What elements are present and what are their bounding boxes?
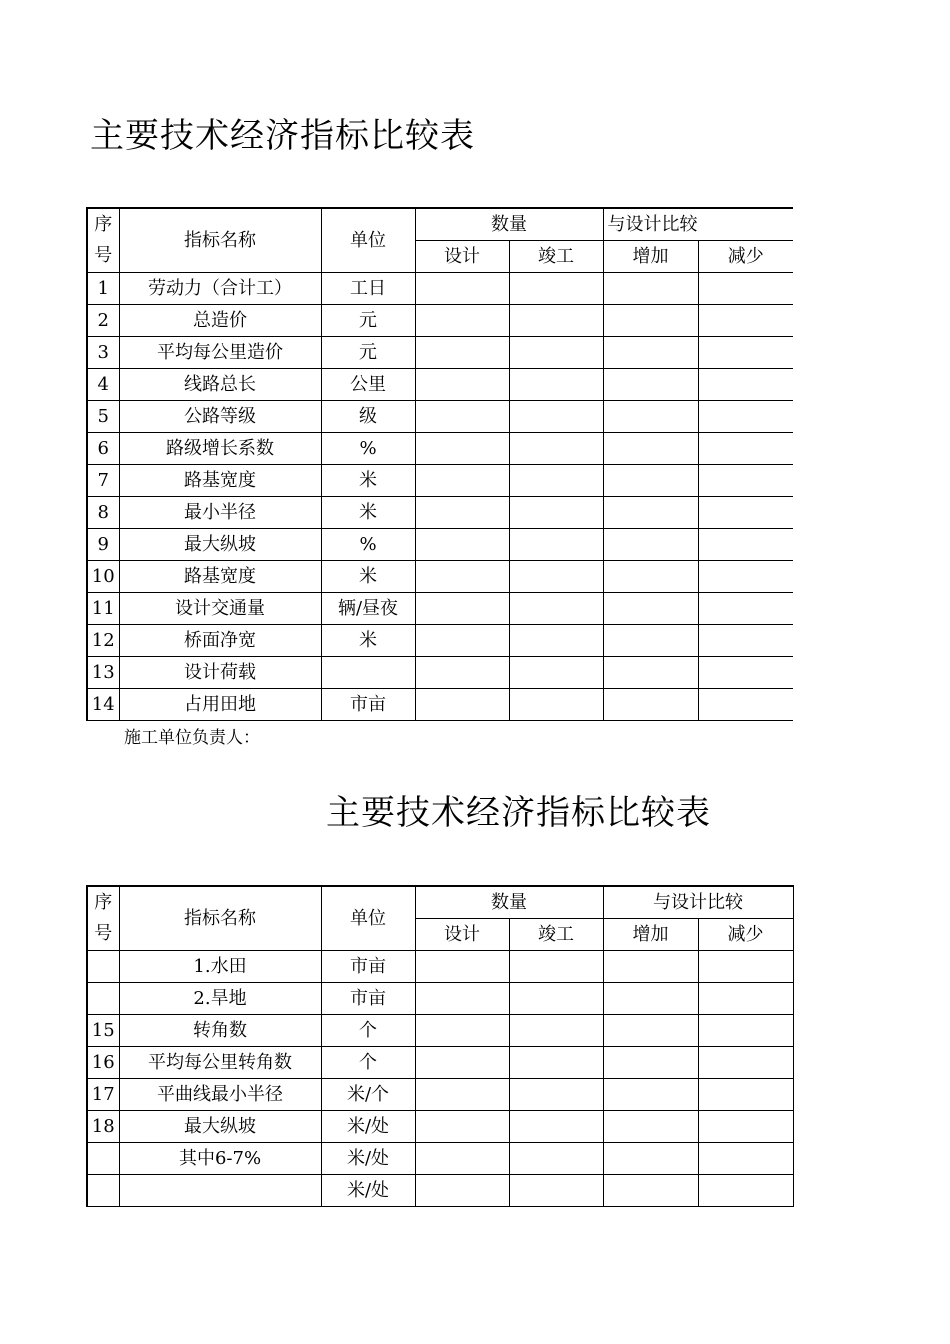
increase-value <box>603 337 698 369</box>
table-row <box>87 689 793 721</box>
decrease-value <box>698 337 793 369</box>
row-number <box>87 1175 119 1207</box>
indicator-unit: 元 <box>321 305 415 337</box>
row-number: 11 <box>87 593 119 625</box>
table-row <box>87 273 793 305</box>
design-value <box>415 305 509 337</box>
header-unit: 单位 <box>321 208 415 273</box>
increase-value <box>603 273 698 305</box>
decrease-value <box>698 689 793 721</box>
header-name: 指标名称 <box>119 208 321 273</box>
increase-value <box>603 401 698 433</box>
completed-value <box>509 689 603 721</box>
row-number: 17 <box>87 1079 119 1111</box>
indicator-unit: 个 <box>321 1015 415 1047</box>
indicator-name: 劳动力（合计工） <box>119 273 321 305</box>
design-value <box>415 561 509 593</box>
design-value <box>415 1175 509 1207</box>
increase-value <box>603 305 698 337</box>
decrease-value <box>698 1175 793 1207</box>
table-row <box>87 983 793 1015</box>
increase-value <box>603 369 698 401</box>
completed-value <box>509 401 603 433</box>
completed-value <box>509 983 603 1015</box>
design-value <box>415 433 509 465</box>
completed-value <box>509 1015 603 1047</box>
design-value <box>415 497 509 529</box>
increase-value <box>603 1143 698 1175</box>
row-number: 10 <box>87 561 119 593</box>
decrease-value <box>698 369 793 401</box>
design-value <box>415 951 509 983</box>
table-row <box>87 1015 793 1047</box>
completed-value <box>509 951 603 983</box>
decrease-value <box>698 273 793 305</box>
table-row <box>87 369 793 401</box>
table-row <box>87 529 793 561</box>
completed-value <box>509 657 603 689</box>
indicator-unit: 米 <box>321 465 415 497</box>
table-row <box>87 1047 793 1079</box>
increase-value <box>603 1047 698 1079</box>
design-value <box>415 1111 509 1143</box>
table-row <box>87 951 793 983</box>
decrease-value <box>698 951 793 983</box>
row-number: 3 <box>87 337 119 369</box>
row-number: 18 <box>87 1111 119 1143</box>
completed-value <box>509 1047 603 1079</box>
increase-value <box>603 689 698 721</box>
header-completed: 竣工 <box>509 241 603 273</box>
completed-value <box>509 1079 603 1111</box>
design-value <box>415 529 509 561</box>
indicator-name: 总造价 <box>119 305 321 337</box>
indicator-unit: 米 <box>321 561 415 593</box>
indicator-name: 1.水田 <box>119 951 321 983</box>
indicator-name: 路级增长系数 <box>119 433 321 465</box>
design-value <box>415 1015 509 1047</box>
row-number: 15 <box>87 1015 119 1047</box>
indicator-name: 路基宽度 <box>119 561 321 593</box>
increase-value <box>603 951 698 983</box>
decrease-value <box>698 305 793 337</box>
indicator-name: 2.旱地 <box>119 983 321 1015</box>
header-name: 指标名称 <box>119 886 321 951</box>
table-row <box>87 1143 793 1175</box>
indicator-name: 最大纵坡 <box>119 529 321 561</box>
completed-value <box>509 593 603 625</box>
table-row <box>87 337 793 369</box>
design-value <box>415 401 509 433</box>
indicator-name: 其中6-7% <box>119 1143 321 1175</box>
completed-value <box>509 369 603 401</box>
indicator-name: 平曲线最小半径 <box>119 1079 321 1111</box>
indicator-name: 最大纵坡 <box>119 1111 321 1143</box>
table1-title: 主要技术经济指标比较表 <box>90 116 475 156</box>
decrease-value <box>698 529 793 561</box>
row-number: 16 <box>87 1047 119 1079</box>
decrease-value <box>698 593 793 625</box>
header-seq: 序 <box>87 208 119 241</box>
header-decrease: 减少 <box>698 241 793 273</box>
indicator-name: 占用田地 <box>119 689 321 721</box>
increase-value <box>603 529 698 561</box>
indicator-unit: % <box>321 529 415 561</box>
indicator-unit: 米/处 <box>321 1175 415 1207</box>
table-row <box>87 497 793 529</box>
row-number: 9 <box>87 529 119 561</box>
table-row <box>87 305 793 337</box>
indicator-name: 平均每公里造价 <box>119 337 321 369</box>
indicator-name: 设计荷载 <box>119 657 321 689</box>
increase-value <box>603 1111 698 1143</box>
completed-value <box>509 625 603 657</box>
design-value <box>415 337 509 369</box>
row-number: 5 <box>87 401 119 433</box>
indicator-unit: 市亩 <box>321 689 415 721</box>
indicator-unit: 级 <box>321 401 415 433</box>
design-value <box>415 689 509 721</box>
increase-value <box>603 465 698 497</box>
row-number: 2 <box>87 305 119 337</box>
table2-body <box>87 951 793 1207</box>
header-seq: 序 <box>87 886 119 919</box>
header-compare: 与设计比较 <box>603 886 793 919</box>
completed-value <box>509 305 603 337</box>
indicator-unit: 市亩 <box>321 983 415 1015</box>
row-number: 8 <box>87 497 119 529</box>
indicator-name: 最小半径 <box>119 497 321 529</box>
table-row <box>87 465 793 497</box>
decrease-value <box>698 1079 793 1111</box>
decrease-value <box>698 401 793 433</box>
design-value <box>415 1143 509 1175</box>
indicator-name: 设计交通量 <box>119 593 321 625</box>
table-row <box>87 657 793 689</box>
indicator-unit <box>321 657 415 689</box>
decrease-value <box>698 657 793 689</box>
design-value <box>415 593 509 625</box>
decrease-value <box>698 983 793 1015</box>
row-number: 14 <box>87 689 119 721</box>
completed-value <box>509 497 603 529</box>
decrease-value <box>698 561 793 593</box>
completed-value <box>509 337 603 369</box>
header-compare: 与设计比较 <box>603 208 793 241</box>
completed-value <box>509 561 603 593</box>
completed-value <box>509 1111 603 1143</box>
table2-title: 主要技术经济指标比较表 <box>326 793 711 833</box>
decrease-value <box>698 1143 793 1175</box>
completed-value <box>509 273 603 305</box>
table-row <box>87 561 793 593</box>
increase-value <box>603 983 698 1015</box>
indicator-name: 桥面净宽 <box>119 625 321 657</box>
completed-value <box>509 1143 603 1175</box>
table-row <box>87 1175 793 1207</box>
decrease-value <box>698 1015 793 1047</box>
row-number <box>87 1143 119 1175</box>
increase-value <box>603 497 698 529</box>
design-value <box>415 657 509 689</box>
design-value <box>415 983 509 1015</box>
header-design: 设计 <box>415 241 509 273</box>
design-value <box>415 369 509 401</box>
table-row <box>87 593 793 625</box>
design-value <box>415 1079 509 1111</box>
table1-body <box>87 273 793 721</box>
header-unit: 单位 <box>321 886 415 951</box>
indicator-unit: 米/个 <box>321 1079 415 1111</box>
row-number: 13 <box>87 657 119 689</box>
increase-value <box>603 1175 698 1207</box>
header-quantity: 数量 <box>415 208 603 241</box>
indicator-name: 公路等级 <box>119 401 321 433</box>
completed-value <box>509 1175 603 1207</box>
table-row <box>87 1111 793 1143</box>
design-value <box>415 625 509 657</box>
indicator-name: 平均每公里转角数 <box>119 1047 321 1079</box>
header-decrease: 减少 <box>698 919 793 951</box>
increase-value <box>603 657 698 689</box>
indicator-unit: 米 <box>321 625 415 657</box>
increase-value <box>603 433 698 465</box>
indicator-unit: 个 <box>321 1047 415 1079</box>
indicator-unit: 米/处 <box>321 1111 415 1143</box>
row-number: 7 <box>87 465 119 497</box>
indicator-name <box>119 1175 321 1207</box>
indicator-unit: % <box>321 433 415 465</box>
increase-value <box>603 593 698 625</box>
decrease-value <box>698 465 793 497</box>
indicator-unit: 市亩 <box>321 951 415 983</box>
indicator-unit: 辆/昼夜 <box>321 593 415 625</box>
header-increase: 增加 <box>603 919 698 951</box>
row-number: 6 <box>87 433 119 465</box>
indicator-name: 线路总长 <box>119 369 321 401</box>
indicator-table-1 <box>86 207 793 721</box>
indicator-table-2 <box>86 885 794 1207</box>
header-completed: 竣工 <box>509 919 603 951</box>
completed-value <box>509 465 603 497</box>
decrease-value <box>698 497 793 529</box>
table-row <box>87 401 793 433</box>
header-seq-bottom: 号 <box>87 241 119 273</box>
design-value <box>415 1047 509 1079</box>
indicator-unit: 元 <box>321 337 415 369</box>
decrease-value <box>698 625 793 657</box>
decrease-value <box>698 1111 793 1143</box>
completed-value <box>509 529 603 561</box>
indicator-unit: 米 <box>321 497 415 529</box>
design-value <box>415 273 509 305</box>
indicator-name: 转角数 <box>119 1015 321 1047</box>
indicator-unit: 公里 <box>321 369 415 401</box>
row-number: 12 <box>87 625 119 657</box>
design-value <box>415 465 509 497</box>
header-increase: 增加 <box>603 241 698 273</box>
decrease-value <box>698 1047 793 1079</box>
header-quantity: 数量 <box>415 886 603 919</box>
responsible-person-note: 施工单位负责人： <box>124 728 260 748</box>
header-seq-bottom: 号 <box>87 919 119 951</box>
table-row <box>87 625 793 657</box>
row-number <box>87 951 119 983</box>
indicator-unit: 工日 <box>321 273 415 305</box>
row-number <box>87 983 119 1015</box>
increase-value <box>603 1079 698 1111</box>
indicator-unit: 米/处 <box>321 1143 415 1175</box>
increase-value <box>603 625 698 657</box>
header-design: 设计 <box>415 919 509 951</box>
increase-value <box>603 1015 698 1047</box>
decrease-value <box>698 433 793 465</box>
row-number: 1 <box>87 273 119 305</box>
increase-value <box>603 561 698 593</box>
completed-value <box>509 433 603 465</box>
indicator-name: 路基宽度 <box>119 465 321 497</box>
row-number: 4 <box>87 369 119 401</box>
table-row <box>87 1079 793 1111</box>
table-row <box>87 433 793 465</box>
